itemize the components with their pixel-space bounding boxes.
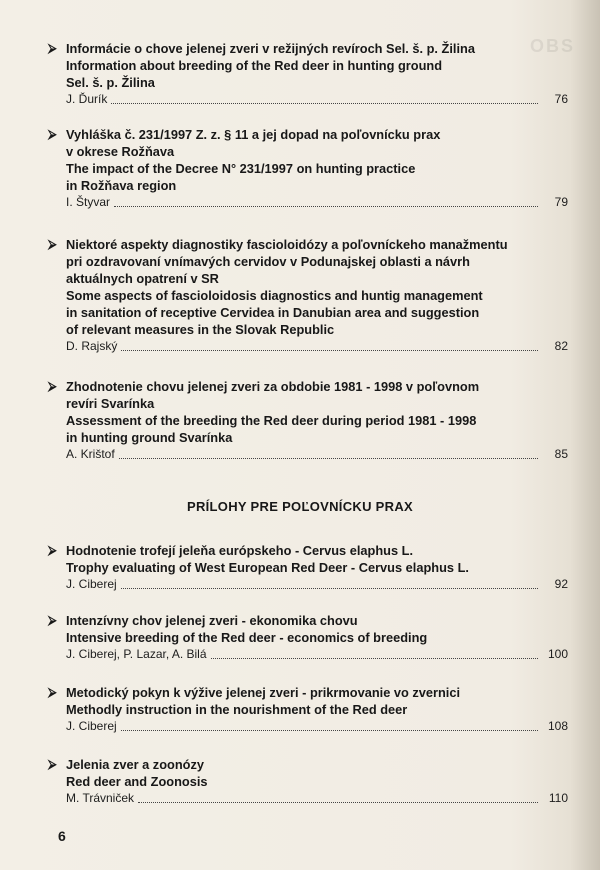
entry-title-line: ⮚ Jelenia zver a zoonózy (48, 757, 204, 772)
entry-title-line: Some aspects of fascioloidosis diagnostics and huntig management (66, 288, 483, 303)
entry-title-line: The impact of the Decree N° 231/1997 on hunting practice (66, 161, 416, 176)
entry-page-number: 85 (554, 447, 568, 461)
entry-title-line: ⮚ Metodický pokyn k výžive jelenej zveri - prikrmovanie vo zvernici (48, 685, 461, 700)
entry-title-line: Assessment of the breeding the Red deer during period 1981 - 1998 (66, 413, 477, 428)
entry-title-line: in Rožňava region (66, 178, 177, 193)
entry-title-line: Methodly instruction in the nourishment of the Red deer (66, 702, 408, 717)
entry-page-number: 108 (547, 719, 568, 733)
entry-title-line: ⮚ Intenzívny chov jelenej zveri - ekonomika chovu (48, 613, 358, 628)
entry-author: I. Štyvar (66, 195, 111, 209)
entry-page-number: 100 (547, 647, 568, 661)
entry-title-line: v okrese Rožňava (66, 144, 175, 159)
author-line (48, 790, 568, 807)
entry-page-number: 92 (554, 577, 568, 591)
toc-entry (48, 236, 568, 355)
arrow-icon: ⮚ (48, 127, 57, 141)
section-heading: PRÍLOHY PRE POĽOVNÍCKU PRAX (186, 499, 413, 514)
entry-title-line: pri ozdravovaní vnímavých cervidov v Podunajskej oblasti a návrh (66, 254, 470, 269)
toc-entry (48, 126, 568, 211)
entry-title-line: ⮚ Zhodnotenie chovu jelenej zveri za obdobie 1981 - 1998 v poľovnom (48, 379, 480, 394)
toc-entry (48, 542, 568, 593)
entry-author: D. Rajský (66, 339, 118, 353)
page-number: 6 (58, 828, 66, 844)
entry-author: J. Ďurík (66, 92, 108, 106)
toc-entry (48, 40, 568, 108)
entry-author: A. Krištof (66, 447, 115, 461)
dot-leader (138, 801, 538, 803)
dot-leader (119, 457, 538, 459)
entry-page-number: 76 (554, 92, 568, 106)
arrow-icon: ⮚ (48, 237, 57, 251)
entry-title-line: of relevant measures in the Slovak Republic (66, 322, 335, 337)
entry-author: M. Trávniček (66, 791, 135, 805)
author-line (48, 194, 568, 211)
author-line (48, 576, 568, 593)
arrow-icon: ⮚ (48, 685, 57, 699)
entry-title-line: revíri Svarínka (66, 396, 155, 411)
entry-title-line: ⮚ Hodnotenie trofejí jeleňa európskeho - Cervus elaphus L. (48, 543, 414, 558)
author-line (48, 91, 568, 108)
toc-entry (48, 756, 568, 807)
dot-leader (211, 657, 538, 659)
entry-author: J. Ciberej (66, 577, 117, 591)
entry-title-line: ⮚ Niektoré aspekty diagnostiky fascioloidózy a poľovníckeho manažmentu (48, 237, 508, 252)
entry-page-number: 79 (554, 195, 568, 209)
author-line (48, 338, 568, 355)
entry-author: J. Ciberej (66, 719, 117, 733)
entry-title-line: ⮚ Informácie o chove jelenej zveri v režijných revíroch Sel. š. p. Žilina (48, 41, 475, 56)
arrow-icon: ⮚ (48, 543, 57, 557)
entry-title-line: in hunting ground Svarínka (66, 430, 233, 445)
toc-entry (48, 684, 568, 735)
entry-title-line: Intensive breeding of the Red deer - economics of breeding (66, 630, 428, 645)
toc-entry (48, 378, 568, 463)
entry-page-number: 110 (548, 791, 568, 805)
entry-page-number: 82 (554, 339, 568, 353)
entry-title-line: Sel. š. p. Žilina (66, 75, 155, 90)
dot-leader (121, 349, 538, 351)
entry-title-line: Information about breeding of the Red deer in hunting ground (66, 58, 443, 73)
dot-leader (121, 587, 538, 589)
author-line (48, 646, 568, 663)
entry-author: J. Ciberej, P. Lazar, A. Bilá (66, 647, 207, 661)
entry-title-line: in sanitation of receptive Cervidea in Danubian area and suggestion (66, 305, 480, 320)
arrow-icon: ⮚ (48, 379, 57, 393)
entry-title-line: ⮚ Vyhláška č. 231/1997 Z. z. § 11 a jej dopad na poľovnícku prax (48, 127, 441, 142)
author-line (48, 446, 568, 463)
arrow-icon: ⮚ (48, 757, 57, 771)
toc-entry (48, 612, 568, 663)
entry-title-line: Red deer and Zoonosis (66, 774, 208, 789)
dot-leader (111, 102, 538, 104)
dot-leader (121, 729, 538, 731)
entry-title-line: aktuálnych opatrení v SR (66, 271, 219, 286)
arrow-icon: ⮚ (48, 41, 57, 55)
author-line (48, 718, 568, 735)
entry-title-line: Trophy evaluating of West European Red Deer - Cervus elaphus L. (66, 560, 469, 575)
dot-leader (114, 205, 538, 207)
bleed-through-text: OBS (530, 36, 576, 56)
arrow-icon: ⮚ (48, 613, 57, 627)
